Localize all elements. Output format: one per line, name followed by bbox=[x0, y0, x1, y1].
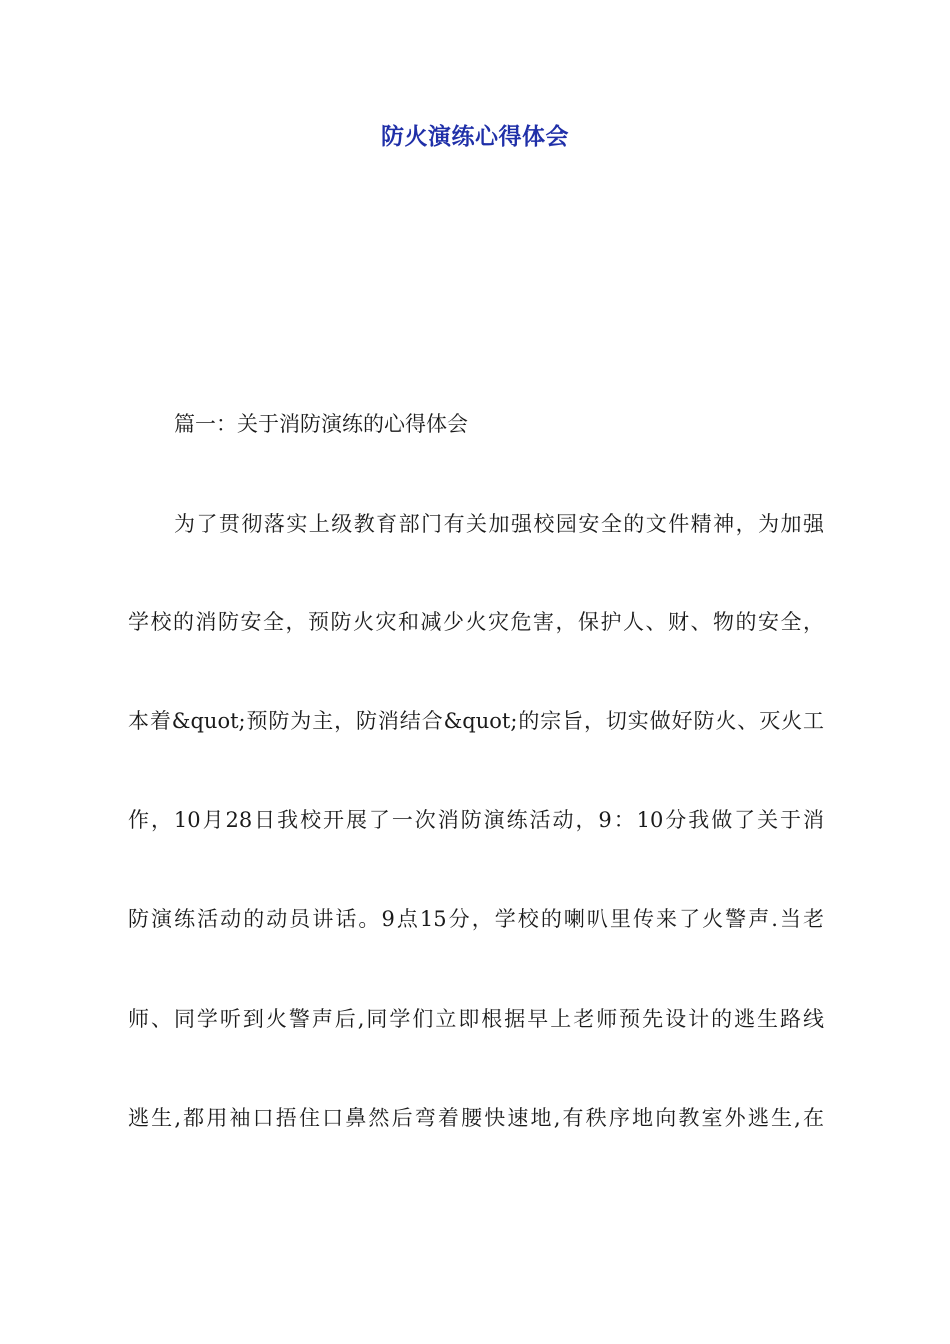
document-title: 防火演练心得体会 bbox=[381, 124, 569, 150]
paragraph-line: 逃生,都用袖口捂住口鼻然后弯着腰快速地,有秩序地向教室外逃生,在 bbox=[128, 1106, 824, 1130]
paragraph-line: 师、同学听到火警声后,同学们立即根据早上老师预先设计的逃生路线 bbox=[128, 1007, 824, 1031]
paragraph-line: 学校的消防安全，预防火灾和减少火灾危害，保护人、财、物的安全， bbox=[128, 610, 824, 634]
paragraph-line: 作，10月28日我校开展了一次消防演练活动，9：10分我做了关于消 bbox=[128, 808, 824, 832]
paragraph-line: 防演练活动的动员讲话。9点15分，学校的喇叭里传来了火警声.当老 bbox=[128, 907, 824, 931]
section-heading: 篇一：关于消防演练的心得体会 bbox=[174, 412, 468, 436]
paragraph-line: 本着&quot;预防为主，防消结合&quot;的宗旨，切实做好防火、灭火工 bbox=[128, 709, 824, 733]
paragraph-line: 为了贯彻落实上级教育部门有关加强校园安全的文件精神，为加强 bbox=[174, 512, 824, 536]
